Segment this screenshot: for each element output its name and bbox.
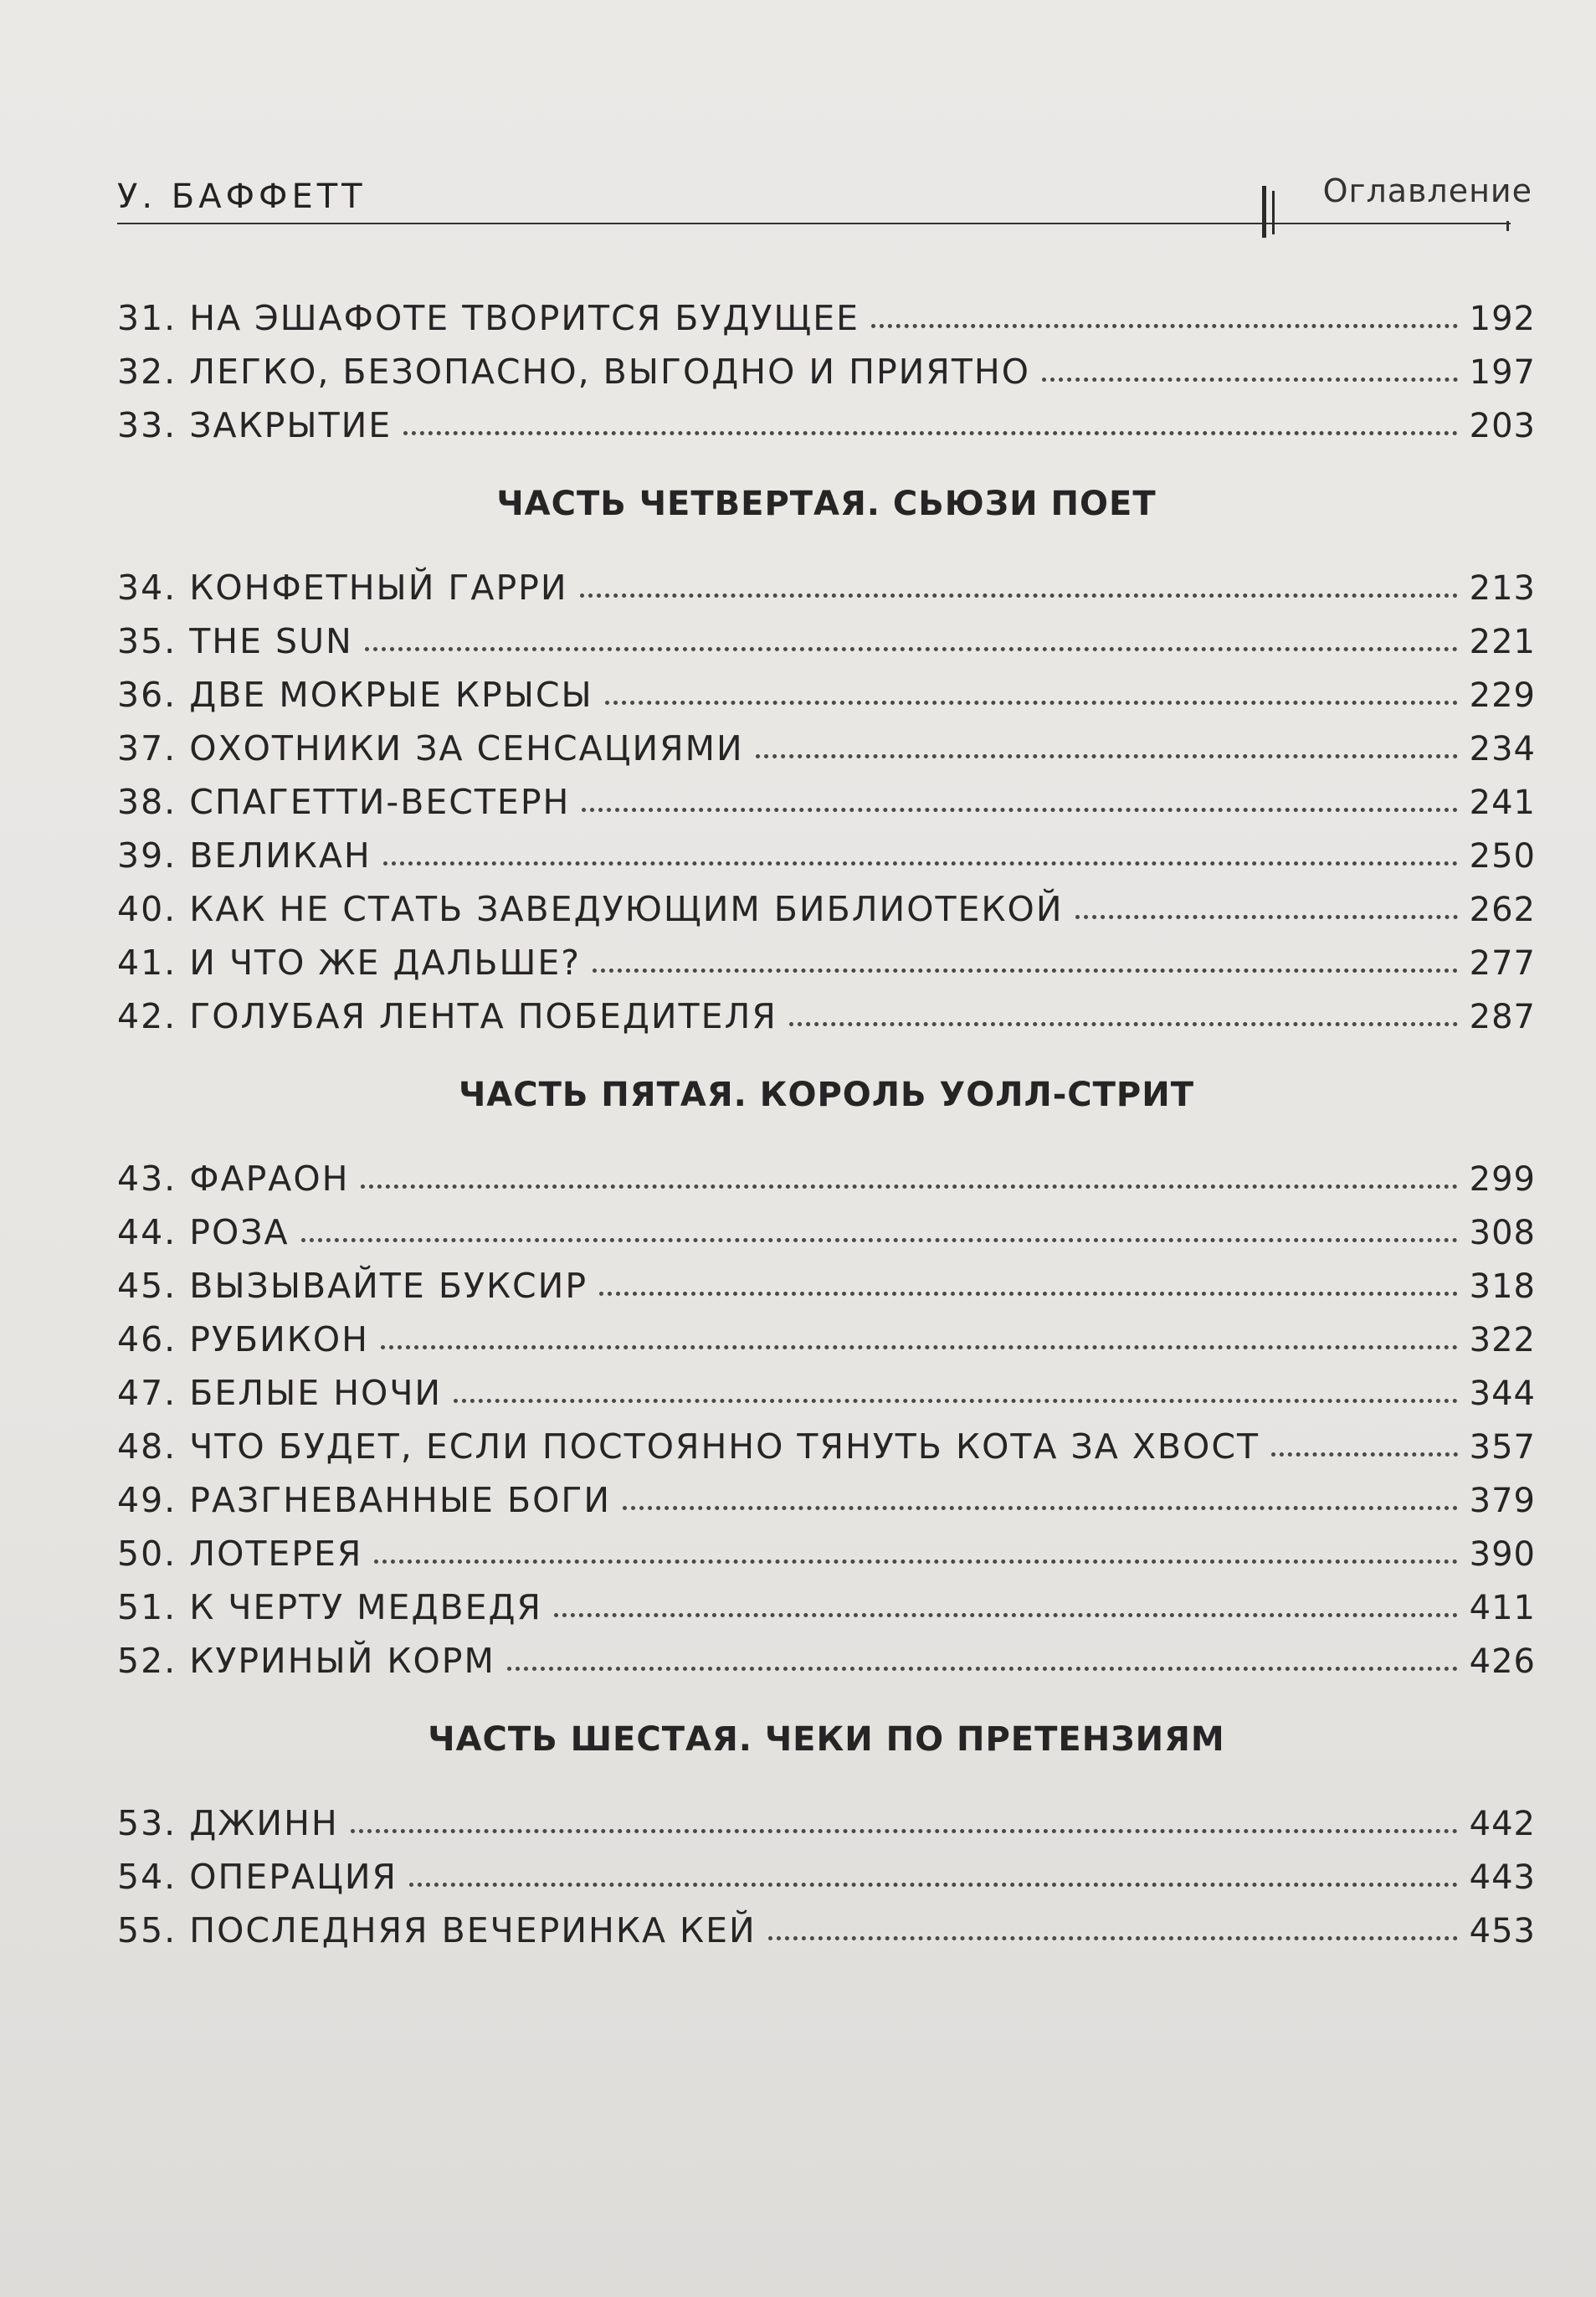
toc-block-part6 xyxy=(117,1790,1536,1950)
toc-entry-label: 37. ОХОТНИКИ ЗА СЕНСАЦИЯМИ xyxy=(117,728,744,768)
toc-block-part5 xyxy=(117,1145,1536,1681)
toc-entry-page: 308 xyxy=(1469,1214,1536,1252)
toc-entry xyxy=(117,1627,1536,1681)
toc-entry-page: 411 xyxy=(1469,1589,1536,1627)
toc-entry xyxy=(117,1574,1536,1627)
dot-leader xyxy=(756,753,1458,758)
toc-entry xyxy=(117,1843,1536,1897)
header-rule xyxy=(117,223,1511,224)
toc-entry xyxy=(117,929,1536,983)
toc-entry xyxy=(117,822,1536,876)
toc-entry xyxy=(117,1145,1536,1199)
dot-leader xyxy=(605,700,1458,705)
dot-leader xyxy=(1042,377,1458,382)
toc-entry-page: 213 xyxy=(1469,569,1536,608)
header-rule-mark xyxy=(1272,191,1275,234)
dot-leader xyxy=(301,1237,1458,1242)
dot-leader xyxy=(554,1612,1458,1617)
toc-entry xyxy=(117,285,1536,338)
toc-entry-label: 32. ЛЕГКО, БЕЗОПАСНО, ВЫГОДНО И ПРИЯТНО xyxy=(117,352,1030,392)
dot-leader xyxy=(623,1505,1458,1510)
toc-entry-label: 46. РУБИКОН xyxy=(117,1319,369,1359)
table-of-contents xyxy=(117,285,1536,1950)
toc-entry-page: 379 xyxy=(1469,1482,1536,1520)
toc-entry-page: 229 xyxy=(1469,676,1536,715)
toc-entry xyxy=(117,1897,1536,1950)
toc-entry-label: 38. СПАГЕТТИ-ВЕСТЕРН xyxy=(117,782,571,822)
toc-entry-label: 51. К ЧЕРТУ МЕДВЕДЯ xyxy=(117,1587,543,1627)
toc-entry-page: 287 xyxy=(1469,998,1536,1036)
dot-leader xyxy=(409,1882,1458,1887)
toc-entry xyxy=(117,1306,1536,1359)
toc-entry-label: 40. КАК НЕ СТАТЬ ЗАВЕДУЮЩИМ БИБЛИОТЕКОЙ xyxy=(117,889,1064,929)
dot-leader xyxy=(580,593,1458,598)
toc-entry-label: 43. ФАРАОН xyxy=(117,1159,350,1199)
toc-entry-page: 221 xyxy=(1469,623,1536,661)
toc-entry xyxy=(117,338,1536,392)
toc-entry-label: 47. БЕЛЫЕ НОЧИ xyxy=(117,1373,443,1413)
toc-entry-label: 42. ГОЛУБАЯ ЛЕНТА ПОБЕДИТЕЛЯ xyxy=(117,996,777,1036)
toc-entry-label: 33. ЗАКРЫТИЕ xyxy=(117,405,393,445)
dot-leader xyxy=(374,1559,1457,1564)
toc-entry-label: 49. РАЗГНЕВАННЫЕ БОГИ xyxy=(117,1480,612,1520)
dot-leader xyxy=(351,1828,1458,1833)
toc-entry-page: 357 xyxy=(1469,1428,1536,1467)
dot-leader xyxy=(361,1184,1457,1189)
part-title: ЧАСТЬ ПЯТАЯ. КОРОЛЬ УОЛЛ-СТРИТ xyxy=(458,1076,1195,1114)
toc-block-continued xyxy=(117,285,1536,445)
dot-leader xyxy=(582,807,1457,812)
dot-leader xyxy=(383,861,1458,866)
toc-entry-page: 443 xyxy=(1469,1858,1536,1897)
toc-entry-page: 234 xyxy=(1469,730,1536,768)
part-title: ЧАСТЬ ШЕСТАЯ. ЧЕКИ ПО ПРЕТЕНЗИЯМ xyxy=(428,1720,1225,1759)
dot-leader xyxy=(871,323,1458,328)
toc-entry xyxy=(117,715,1536,768)
part-title: ЧАСТЬ ЧЕТВЕРТАЯ. СЬЮЗИ ПОЕТ xyxy=(496,485,1157,523)
toc-entry-page: 442 xyxy=(1469,1805,1536,1843)
toc-entry-page: 453 xyxy=(1469,1912,1536,1950)
toc-entry xyxy=(117,608,1536,661)
toc-entry-page: 197 xyxy=(1469,353,1536,392)
dot-leader xyxy=(789,1021,1458,1026)
toc-entry xyxy=(117,983,1536,1036)
toc-entry-label: 54. ОПЕРАЦИЯ xyxy=(117,1857,398,1897)
dot-leader xyxy=(599,1291,1458,1296)
toc-entry-page: 192 xyxy=(1469,300,1536,338)
toc-entry-page: 318 xyxy=(1469,1267,1536,1306)
toc-entry xyxy=(117,554,1536,608)
toc-entry-label: 31. НА ЭШАФОТЕ ТВОРИТСЯ БУДУЩЕЕ xyxy=(117,298,860,338)
running-title: У. БАФФЕТТ xyxy=(117,177,367,216)
toc-entry-page: 203 xyxy=(1469,407,1536,445)
toc-entry-page: 322 xyxy=(1469,1321,1536,1359)
toc-entry-page: 262 xyxy=(1469,891,1536,929)
dot-leader xyxy=(381,1344,1458,1349)
toc-entry xyxy=(117,768,1536,822)
toc-entry-label: 35. THE SUN xyxy=(117,621,353,661)
toc-entry-label: 34. КОНФЕТНЫЙ ГАРРИ xyxy=(117,568,568,608)
toc-entry xyxy=(117,1199,1536,1252)
toc-entry xyxy=(117,876,1536,929)
toc-entry xyxy=(117,1413,1536,1467)
dot-leader xyxy=(1271,1452,1458,1457)
toc-entry-page: 277 xyxy=(1469,944,1536,983)
toc-entry xyxy=(117,1790,1536,1843)
toc-entry-page: 344 xyxy=(1469,1375,1536,1413)
dot-leader xyxy=(593,968,1458,973)
toc-entry-label: 41. И ЧТО ЖЕ ДАЛЬШЕ? xyxy=(117,943,582,983)
toc-entry-label: 52. КУРИНЫЙ КОРМ xyxy=(117,1641,495,1681)
toc-entry-label: 55. ПОСЛЕДНЯЯ ВЕЧЕРИНКА КЕЙ xyxy=(117,1910,757,1950)
toc-entry xyxy=(117,1359,1536,1413)
toc-entry-label: 45. ВЫЗЫВАЙТЕ БУКСИР xyxy=(117,1266,588,1306)
toc-entry xyxy=(117,1252,1536,1306)
section-title: Оглавление xyxy=(1322,172,1532,209)
toc-entry-label: 39. ВЕЛИКАН xyxy=(117,835,372,876)
toc-entry-label: 50. ЛОТЕРЕЯ xyxy=(117,1534,363,1574)
toc-entry xyxy=(117,1467,1536,1520)
toc-entry xyxy=(117,1520,1536,1574)
toc-entry-page: 241 xyxy=(1469,784,1536,822)
toc-entry xyxy=(117,661,1536,715)
page-header xyxy=(0,0,1596,251)
toc-entry-label: 48. ЧТО БУДЕТ, ЕСЛИ ПОСТОЯННО ТЯНУТЬ КОТА ЗА ХВОСТ xyxy=(117,1426,1260,1467)
dot-leader xyxy=(1075,914,1458,919)
toc-entry-page: 426 xyxy=(1469,1642,1536,1681)
dot-leader xyxy=(365,646,1458,651)
toc-entry-label: 36. ДВЕ МОКРЫЕ КРЫСЫ xyxy=(117,675,593,715)
dot-leader xyxy=(768,1935,1458,1940)
header-rule-tick xyxy=(1506,221,1509,231)
toc-entry-page: 299 xyxy=(1469,1160,1536,1199)
dot-leader xyxy=(403,430,1457,435)
toc-entry-label: 44. РОЗА xyxy=(117,1212,290,1252)
header-rule-mark xyxy=(1262,186,1266,238)
toc-entry-label: 53. ДЖИНН xyxy=(117,1803,339,1843)
toc-entry-page: 390 xyxy=(1469,1535,1536,1574)
toc-block-part4 xyxy=(117,554,1536,1036)
dot-leader xyxy=(454,1398,1458,1403)
toc-entry-page: 250 xyxy=(1469,837,1536,876)
toc-entry xyxy=(117,392,1536,445)
dot-leader xyxy=(507,1666,1458,1671)
